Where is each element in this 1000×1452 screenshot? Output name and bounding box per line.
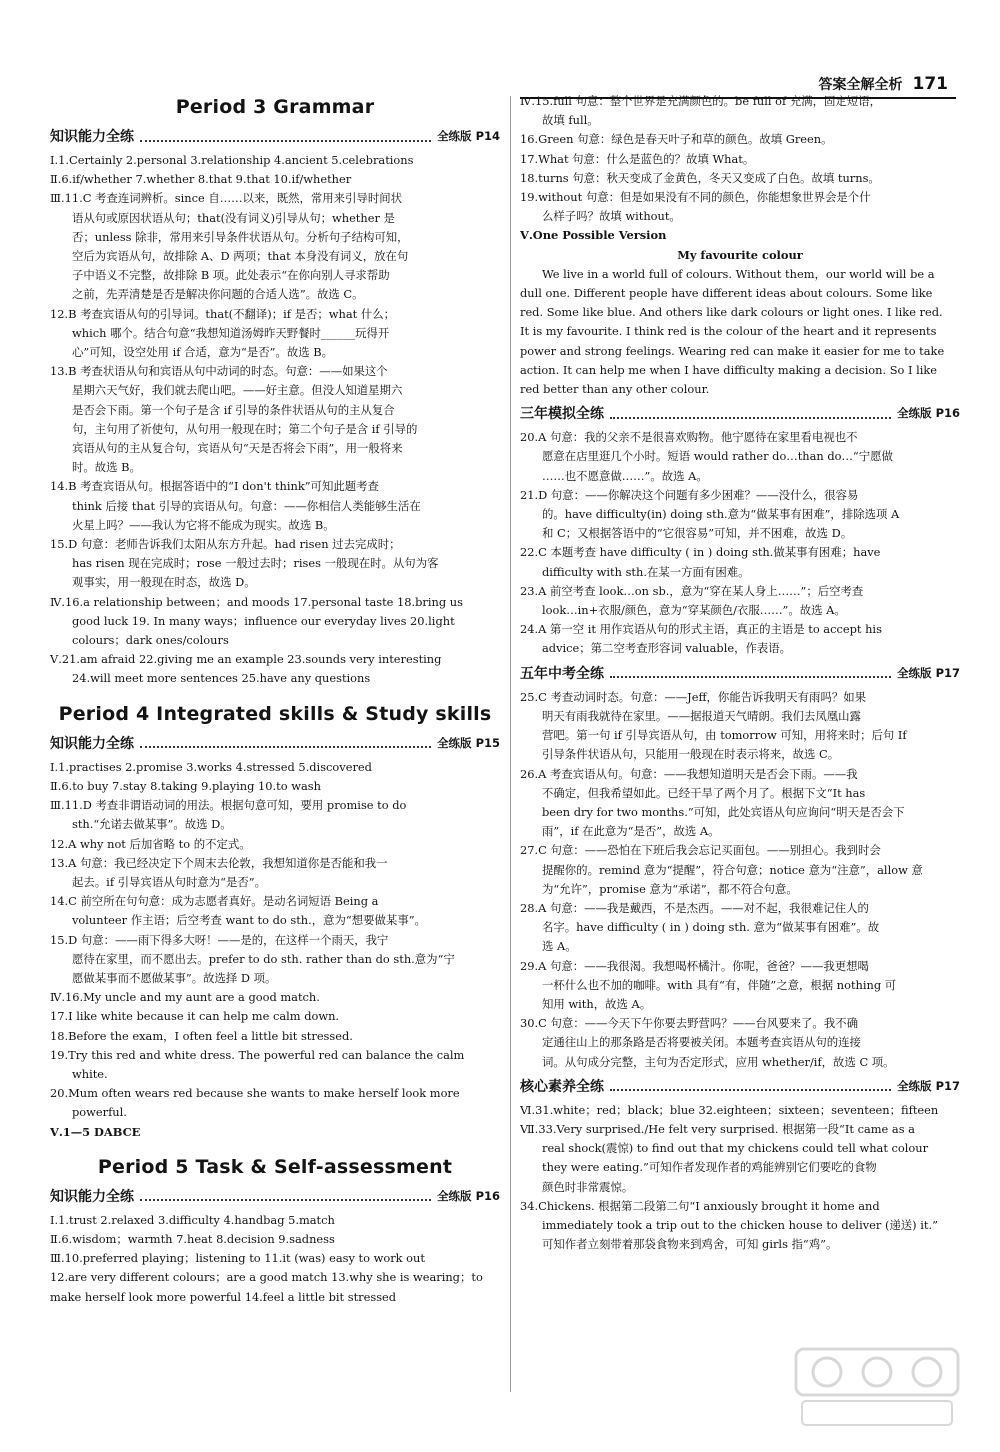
answer-line: difficulty with sth.在某一方面有困难。 (542, 564, 750, 579)
dotted-leader (610, 667, 891, 678)
answer-line: red. Some like blue. And others like dark colours or light ones. I like red. (520, 305, 943, 320)
answer-line: 是否会下雨。第一个句子是含 if 引导的条件状语从句的主从复合 (72, 402, 395, 417)
answer-line: 句，主句用了祈使句，从句用一般现在时；第二个句子是含 if 引导的 (72, 421, 418, 436)
section-name: 五年中考全练 (520, 665, 604, 682)
answer-line: 知用 with，故选 A。 (542, 996, 652, 1011)
answer-line: Ⅵ.31.white；red；black；blue 32.eighteen；sixteen；seventeen；fifteen (520, 1102, 939, 1117)
dotted-leader (140, 737, 431, 748)
answer-line: 26.A 考查宾语从句。句意：——我想知道明天是否会下雨。——我 (520, 766, 858, 781)
answer-line: 语从句或原因状语从句；that(没有词义)引导从句；whether 是 (72, 210, 395, 225)
answer-line: Ⅴ.One Possible Version (520, 228, 667, 243)
section-page-ref: 全练版 P17 (897, 665, 960, 680)
dotted-leader (140, 1190, 431, 1201)
answer-line: 20.A 句意：我的父亲不是很喜欢购物。他宁愿待在家里看电视也不 (520, 430, 858, 445)
answer-line: 可知作者立刻带着那袋食物来到鸡舍，可知 girls 指“鸡”。 (542, 1237, 838, 1252)
answer-line: powerful. (72, 1105, 127, 1120)
answer-line: advice；第二空考查形容词 valuable，作表语。 (542, 641, 792, 656)
answer-line: Ⅰ.1.trust 2.relaxed 3.difficulty 4.handbag 5.match (50, 1212, 335, 1227)
answer-line: 13.A 句意：我已经决定下个周末去伦敦，我想知道你是否能和我一 (50, 855, 388, 870)
answer-line: Ⅶ.33.Very surprised./He felt very surprised. 根据第一段“It came as a (520, 1121, 915, 1136)
spacer (50, 689, 500, 699)
section-header (50, 126, 500, 146)
answer-line: 否；unless 除非，常用来引导条件状语从句。分析句子结构可知， (72, 229, 409, 244)
answer-line: 19.without 句意：但是如果没有不同的颜色，你能想象世界会是个什 (520, 190, 871, 205)
answer-line: 15.D 句意：——雨下得多大呀！——是的，在这样一个雨天，我宁 (50, 932, 389, 947)
answer-line: 营吧。第一句 if 引导宾语从句，由 tomorrow 可知，用将来时；后句 If (542, 728, 907, 743)
answer-line: 12.are very different colours；are a good match 13.why she is wearing；to (50, 1270, 483, 1285)
answer-line: 14.B 考查宾语从句。根据答语中的“I don't think”可知此题考查 (50, 479, 379, 494)
answer-line: 23.A 前空考查 look…on sb.，意为“穿在某人身上……”；后空考查 (520, 583, 864, 598)
answer-line: Ⅳ.15.full 句意：整个世界是充满颜色的。be full of 充满，固定短语， (520, 94, 881, 108)
answer-line: 引导条件状语从句，只能用一般现在时表示将来，故选 C。 (542, 747, 840, 762)
answer-line: 愿做某事而不愿做某事”。故选择 D 项。 (72, 970, 277, 985)
section-header (520, 1076, 960, 1096)
answer-line: Ⅴ.21.am afraid 22.giving me an example 23.sounds very interesting (50, 652, 442, 667)
answer-line: Ⅲ.11.C 考查连词辨析。since 自……以来，既然，常用来引导时间状 (50, 191, 402, 206)
answer-line: been dry for two months.”可知，此处宾语从句应询问“明天是否会下 (542, 804, 905, 819)
answer-line: 18.Before the exam，I often feel a little bit stressed. (50, 1028, 353, 1043)
answer-line: 提醒你的。remind 意为“提醒”，符合句意；notice 意为“注意”，allow 意 (542, 862, 923, 877)
answer-line: power and strong feelings. Wearing red can make it easier for me to take (520, 343, 945, 358)
answer-line: 愿意在店里逛几个小时。短语 would rather do…than do…“宁愿做 (542, 449, 893, 464)
section-header (520, 403, 960, 423)
answer-line: sth.“允诺去做某事”。故选 D。 (72, 817, 232, 832)
answer-line: 20.Mum often wears red because she wants to make herself look more (50, 1086, 460, 1101)
answer-line: 21.D 句意：——你解决这个问题有多少困难？——没什么，很容易 (520, 487, 859, 502)
answer-line: 时。故选 B。 (72, 460, 141, 475)
answer-line: white. (72, 1066, 108, 1081)
section-page-ref: 全练版 P16 (437, 1188, 500, 1203)
answer-line: 22.C 本题考查 have difficulty ( in ) doing sth.做某事有困难；have (520, 545, 881, 560)
answer-line: they were eating.”可知作者发现作者的鸡能辨别它们要吃的食物 (542, 1160, 877, 1175)
answer-line: ……也不愿意做……”。故选 A。 (542, 468, 708, 483)
column-divider (510, 96, 511, 1392)
answer-line: 27.C 句意：——恐怕在下班后我会忘记买面包。——别担心。我到时会 (520, 843, 881, 858)
answer-line: dull one. Different people have different ideas about colours. Some like (520, 286, 933, 301)
section-header (50, 733, 500, 753)
answer-line: 么样子吗？故填 without。 (542, 209, 681, 224)
answer-line: Ⅱ.6.wisdom；warmth 7.heat 8.decision 9.sadness (50, 1231, 335, 1246)
answer-line: make herself look more powerful 14.feel a little bit stressed (50, 1289, 397, 1304)
answer-line: 故填 full。 (542, 113, 599, 128)
answer-line: 29.A 句意：——我很渴。我想喝杯橘汁。你呢，爸爸？——我更想喝 (520, 958, 869, 973)
answer-line: 25.C 考查动词时态。句意：——Jeff，你能告诉我明天有雨吗？如果 (520, 689, 867, 704)
answer-line: good luck 19. In many ways；influence our everyday lives 20.light (72, 613, 455, 628)
answer-line: 空后为宾语从句，故排除 A、D 两项；that 本身没有词义，放在句 (72, 249, 409, 264)
answer-line: volunteer 作主语；后空考查 want to do sth.，意为“想要做某事”。 (72, 913, 426, 928)
answer-line: Ⅲ.11.D 考查非谓语动词的用法。根据句意可知，要用 promise to do (50, 798, 407, 813)
answer-line: 30.C 句意：——今天下午你要去野营吗？——台风要来了。我不确 (520, 1016, 858, 1031)
answer-line: 心”可知，设空处用 if 合适，意为“是否”。故选 B。 (72, 345, 333, 360)
answer-line: 28.A 句意：——我是戴西，不是杰西。——对不起，我很难记住人的 (520, 900, 869, 915)
answer-line: look…in+衣服/颜色，意为“穿某颜色/衣服……”。故选 A。 (542, 603, 846, 618)
answer-line: real shock(震惊) to find out that my chickens could tell what colour (542, 1141, 929, 1156)
answer-line: Ⅳ.16.My uncle and my aunt are a good match. (50, 990, 320, 1005)
period-title: Period 4 Integrated skills & Study skills (58, 702, 492, 725)
answer-line: 起去。if 引导宾语从句时意为“是否”。 (72, 874, 266, 889)
answer-line: 子中语义不完整，故排除 B 项。此处表示“在你向别人寻求帮助 (72, 268, 390, 283)
answer-line: 17.I like white because it can help me calm down. (50, 1009, 340, 1024)
left-column (50, 92, 500, 1392)
dotted-leader (140, 131, 431, 142)
answer-line: Ⅲ.10.preferred playing；listening to 11.it (was) easy to work out (50, 1251, 425, 1266)
answer-line: 12.A why not 后加省略 to 的不定式。 (50, 836, 251, 851)
section-page-ref: 全练版 P16 (897, 406, 960, 421)
answer-line: It is my favourite. I think red is the colour of the heart and it represents (520, 324, 937, 339)
answer-line: 15.D 句意：老师告诉我们太阳从东方升起。had risen 过去完成时； (50, 537, 401, 552)
answer-line: Ⅱ.6.if/whether 7.whether 8.that 9.that 10.if/whether (50, 172, 352, 187)
answer-line: which 哪个。结合句意“我想知道汤姆昨天野餐时______玩得开 (72, 325, 390, 340)
answer-line: 18.turns 句意：秋天变成了金黄色，冬天又变成了白色。故填 turns。 (520, 170, 880, 185)
section-name: 知识能力全练 (50, 735, 134, 752)
section-header (50, 1186, 500, 1206)
answer-line: We live in a world full of colours. Without them，our world will be a (542, 266, 935, 281)
page-number: 171 (912, 74, 948, 94)
answer-line: 和 C；又根据答语中的“它很容易”可知，并不困难，故选 D。 (542, 526, 853, 541)
period-title: Period 3 Grammar (175, 96, 375, 118)
answer-line: Ⅳ.16.a relationship between；and moods 17.personal taste 18.bring us (50, 594, 463, 609)
answer-line: 雨”，if 在此意为“是否”，故选 A。 (542, 824, 720, 839)
answer-line: 词。从句成分完整，主句为否定形式，应用 whether/if，故选 C 项。 (542, 1054, 895, 1069)
answer-line: 定通往山上的那条路是否将要被关闭。本题考查宾语从句的连接 (542, 1035, 861, 1050)
answer-line: 一杯什么也不加的咖啡。with 具有“有，伴随”之意，根据 nothing 可 (542, 977, 897, 992)
answer-line: Ⅰ.1.Certainly 2.personal 3.relationship 4.ancient 5.celebrations (50, 153, 414, 167)
answer-line: red better than any other colour. (520, 382, 710, 397)
period-title: Period 5 Task & Self-assessment (97, 1155, 453, 1178)
answer-line: 火星上吗？——我认为它将不能成为现实。故选 B。 (72, 517, 335, 532)
section-name: 知识能力全练 (50, 1188, 134, 1205)
spacer (50, 1142, 500, 1152)
section-page-ref: 全练版 P15 (437, 735, 500, 750)
answer-line: Ⅰ.1.practises 2.promise 3.works 4.stressed 5.discovered (50, 759, 372, 774)
answer-line: 名字。have difficulty ( in ) doing sth. 意为“做某事有困难”。故 (542, 920, 880, 935)
dotted-leader (610, 408, 891, 419)
watermark-logo (792, 1345, 962, 1430)
answer-line: 愿待在家里，而不愿出去。prefer to do sth. rather than do sth.意为“宁 (72, 951, 455, 966)
section-name: 三年模拟全练 (520, 406, 604, 423)
answer-line: 观事实，用一般现在时态，故选 D。 (72, 575, 256, 590)
answer-line: 为“允许”，promise 意为“承诺”，都不符合句意。 (542, 881, 798, 896)
answer-line: 13.B 考查状语从句和宾语从句中动词的时态。句意：——如果这个 (50, 364, 388, 379)
section-page-ref: 全练版 P17 (897, 1078, 960, 1093)
answer-line: 24.A 第一空 it 用作宾语从句的形式主语，真正的主语是 to accept his (520, 622, 882, 637)
answer-line: has risen 现在完成时；rose 一般过去时；rises 一般现在时。从句为客 (72, 556, 439, 571)
answer-line: 宾语从句的主从复合句，宾语从句“天是否将会下雨”，用一般将来 (72, 441, 403, 456)
answer-line: 选 A。 (542, 939, 577, 954)
answer-line: My favourite colour (677, 247, 803, 262)
answer-line: 17.What 句意：什么是蓝色的？故填 What。 (520, 151, 755, 166)
answer-line: Ⅱ.6.to buy 7.stay 8.taking 9.playing 10.to wash (50, 778, 321, 793)
section-header (520, 663, 960, 683)
answer-line: 12.B 考查宾语从句的引导词。that(不翻译)；if 是否；what 什么； (50, 306, 396, 321)
answer-line: colours；dark ones/colours (72, 633, 229, 648)
answer-line: immediately took a trip out to the chicken house to deliver (递送) it.” (542, 1217, 938, 1232)
answer-line: 14.C 前空所在句句意：成为志愿者真好。是动名词短语 Being a (50, 894, 379, 909)
section-name: 核心素养全练 (520, 1078, 604, 1095)
dotted-leader (610, 1080, 891, 1091)
answer-line: think 后接 that 引导的宾语从句。句意：——你相信人类能够生活在 (72, 498, 421, 513)
section-page-ref: 全练版 P14 (437, 129, 500, 143)
answer-line: 24.will meet more sentences 25.have any questions (72, 671, 371, 686)
answer-line: 不确定，但我希望如此。已经干旱了两个月了。根据下文“It has (542, 785, 866, 800)
header-title: 答案全解全析 (818, 77, 903, 93)
answer-line: 之前，先弄清楚是否是解决你问题的合适人选”。故选 C。 (72, 287, 364, 302)
answer-line: 颜色时非常震惊。 (542, 1179, 634, 1194)
answer-line: 的。have difficulty(in) doing sth.意为“做某事有困难”，排除选项 A (542, 507, 900, 522)
answer-line: 星期六天气好，我们就去爬山吧。——好主意。但没人知道星期六 (72, 383, 403, 398)
right-column (520, 92, 960, 1392)
answer-line: 明天有雨我就待在家里。——据报道天气晴朗。我们去凤凰山露 (542, 708, 861, 723)
answer-line: Ⅴ.1—5 DABCE (50, 1124, 141, 1139)
section-name: 知识能力全练 (50, 129, 134, 145)
answer-line: 16.Green 句意：绿色是春天叶子和草的颜色。故填 Green。 (520, 132, 833, 147)
page-header (819, 74, 949, 94)
answer-line: 19.Try this red and white dress. The powerful red can balance the calm (50, 1047, 465, 1062)
answer-line: action. It can help me when I have difficulty making a decision. So I like (520, 362, 938, 377)
answer-line: 34.Chickens. 根据第二段第二句“I anxiously brought it home and (520, 1198, 880, 1213)
